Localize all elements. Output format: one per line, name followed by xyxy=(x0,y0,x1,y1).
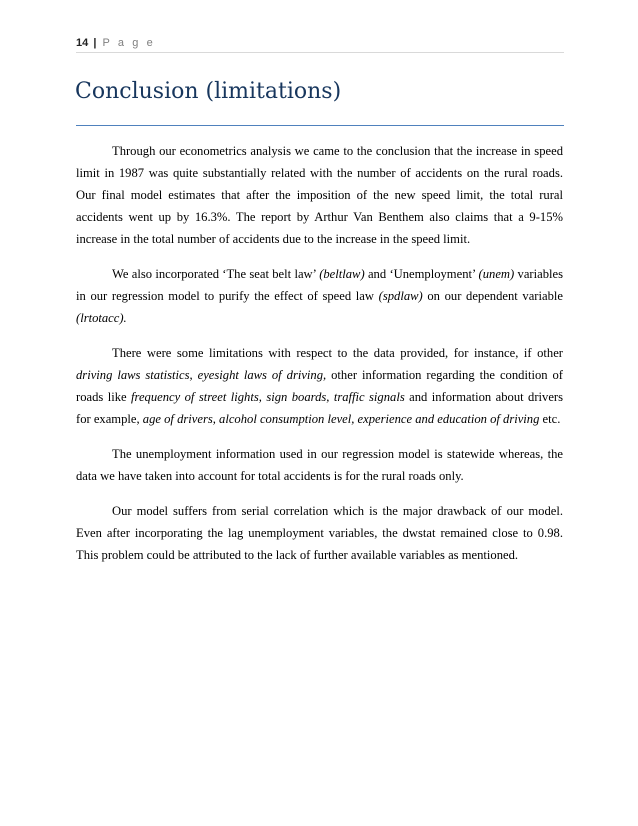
text-run: and ‘Unemployment’ xyxy=(364,267,479,281)
italic-run: driving laws statistics, eyesight laws of driving, xyxy=(76,368,327,382)
text-run: variables in our regression model to purify the effect of speed law xyxy=(76,267,563,303)
text-run: and information about drivers for example, xyxy=(76,390,564,426)
section-title: Conclusion (limitations) xyxy=(75,79,342,104)
page-number: 14 xyxy=(76,37,89,49)
variable-unem: (unem) xyxy=(478,267,515,281)
title-underline xyxy=(76,125,564,126)
text-run: etc. xyxy=(539,412,561,426)
italic-run: frequency of street lights, sign boards, traffic signals xyxy=(131,390,405,404)
text-run: There were some limitations with respect to the data provided, for instance, if other xyxy=(112,346,563,360)
text-run: on our dependent variable xyxy=(422,289,563,303)
variable-beltlaw: (beltlaw) xyxy=(319,267,365,281)
paragraph-5: Our model suffers from serial correlation which is the major drawback of our model. Even after incorporating the lag unemployment variables, the dwstat remained close to 0.98. This problem could be attributed to the lack of further available variables as mentioned. xyxy=(76,504,563,562)
page-label: P a g e xyxy=(102,37,156,49)
header-divider xyxy=(76,52,564,53)
variable-lrtotacc: (lrtotacc). xyxy=(76,311,127,325)
page-header-separator: | xyxy=(93,37,97,49)
variable-spdlaw: (spdlaw) xyxy=(378,289,423,303)
paragraph-3 xyxy=(76,342,563,430)
paragraph-2 xyxy=(76,263,563,329)
page-header xyxy=(76,36,564,50)
text-run: We also incorporated ‘The seat belt law’ xyxy=(112,267,320,281)
body-text xyxy=(76,140,563,579)
paragraph-1: Through our econometrics analysis we came to the conclusion that the increase in speed limit in 1987 was quite substantially related with the number of accidents on the rural roads. Our final model estimates that after the imposition of the new speed limit, the total rural accidents went up by 16.3%. The report by Arthur Van Benthem also claims that a 9-15% increase in the total number of accidents due to the increase in the speed limit. xyxy=(76,144,563,246)
italic-run: age of drivers, alcohol consumption level, experience and education of driving xyxy=(142,412,540,426)
paragraph-4: The unemployment information used in our regression model is statewide whereas, the data we have taken into account for total accidents is for the rural roads only. xyxy=(76,447,563,483)
text-run: other information regarding the condition of roads like xyxy=(76,368,563,404)
